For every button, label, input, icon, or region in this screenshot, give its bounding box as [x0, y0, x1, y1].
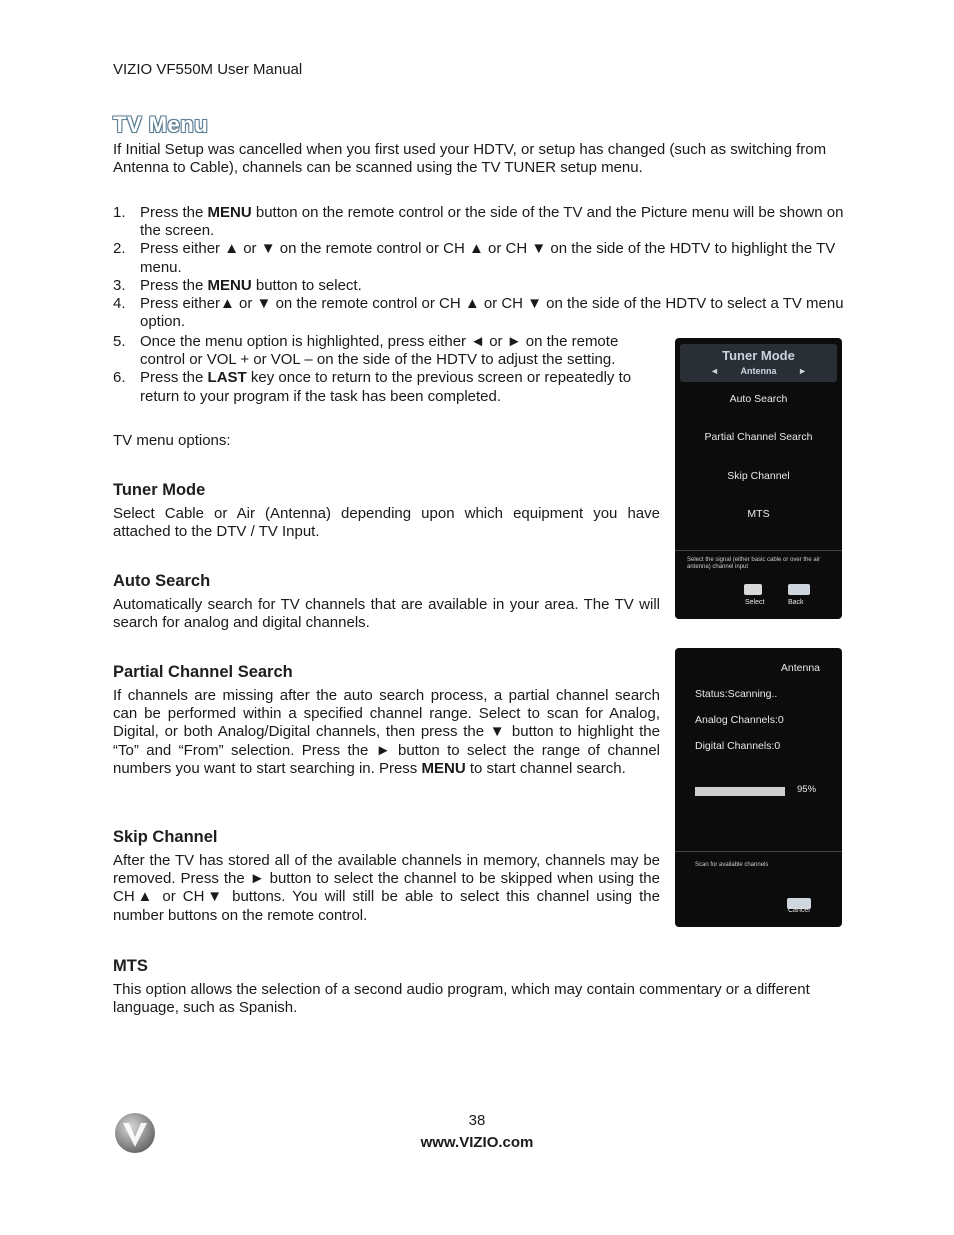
menu-item-partial-channel-search: Partial Channel Search	[704, 431, 813, 443]
section-bold: MENU	[421, 759, 466, 777]
step-number: 5.	[113, 333, 126, 350]
back-label: Back	[788, 599, 804, 606]
footer-url: www.VIZIO.com	[420, 1134, 534, 1151]
right-arrow-icon: ►	[798, 366, 807, 376]
tuner-mode-screenshot	[675, 338, 842, 619]
scan-screenshot	[675, 648, 842, 927]
step-item	[113, 277, 845, 295]
intro-paragraph: If Initial Setup was cancelled when you first used your HDTV, or setup has changed (such as switching from Antenna to Cable), channels can be scanned using the TV TUNER setup menu.	[113, 141, 827, 177]
step-item	[113, 240, 845, 276]
section-body-partial-channel-search	[113, 687, 660, 778]
step-item	[113, 369, 660, 405]
step-text: Press the	[140, 204, 208, 221]
analog-channels-count: Analog Channels:0	[695, 714, 784, 726]
steps-list-continued	[113, 333, 660, 406]
step-bold: LAST	[207, 369, 247, 387]
step-bold: MENU	[207, 276, 252, 294]
divider	[675, 550, 842, 551]
step-bold: MENU	[207, 204, 252, 221]
section-text: If channels are missing after the auto search process, a partial channel search can be performed within a specified channel range. Select to scan for Analog, Digital, or both Analog/Digital channels, then press the ▼ button to highlight the “To” and “From” selection. Press the ► button to select the range of channel numbers you want to start searching in. Press	[113, 687, 660, 777]
page-number: 38	[468, 1112, 486, 1129]
cancel-label: Cancel	[788, 907, 810, 914]
scan-status: Status:Scanning..	[695, 688, 778, 700]
step-text: Press the	[140, 369, 208, 387]
step-item	[113, 204, 845, 240]
menu-item-skip-channel: Skip Channel	[727, 470, 790, 482]
step-text: button on the remote control or the side of the TV and the Picture menu will be shown on the screen.	[140, 204, 844, 240]
options-label: TV menu options:	[113, 432, 231, 449]
step-number: 2.	[113, 240, 126, 258]
step-item	[113, 295, 845, 331]
step-item	[113, 333, 660, 369]
scan-progress-label: 95%	[797, 784, 817, 795]
digital-channels-count: Digital Channels:0	[695, 740, 781, 752]
select-label: Select	[745, 599, 765, 606]
tuner-mode-title: Tuner Mode	[722, 348, 795, 363]
section-heading-skip-channel: Skip Channel	[113, 828, 218, 846]
step-number: 6.	[113, 369, 126, 387]
section-heading-tuner-mode: Tuner Mode	[113, 481, 206, 499]
help-text: Select the signal (either basic cable or over the air antenna) channel input	[687, 557, 821, 570]
step-text: Once the menu option is highlighted, press either ◄ or ► on the remote control or VOL + or VOL – on the side of the HDTV to adjust the setting.	[140, 333, 619, 369]
page-title: TV Menu	[113, 112, 209, 137]
manual-header: VIZIO VF550M User Manual	[113, 61, 303, 78]
left-arrow-icon: ◄	[710, 366, 719, 376]
menu-button-icon	[788, 584, 810, 595]
section-body-tuner-mode: Select Cable or Air (Antenna) depending upon which equipment you have attached to the DTV / TV Input.	[113, 505, 660, 541]
step-number: 4.	[113, 295, 126, 313]
section-body-skip-channel: After the TV has stored all of the available channels in memory, channels may be removed. Press the ► button to select the channel to be skipped when using the CH▲ or CH▼ buttons. You will still be able to select this channel using the number buttons on the remote control.	[113, 852, 660, 924]
tuner-mode-header	[680, 344, 837, 382]
step-text: button to select.	[251, 276, 362, 294]
step-text: key once to return to the previous screen or repeatedly to return to your program if the task has been completed.	[140, 369, 632, 405]
step-text: Press either▲ or ▼ on the remote control or CH ▲ or CH ▼ on the side of the HDTV to select a TV menu option.	[140, 295, 844, 331]
section-body-auto-search: Automatically search for TV channels that are available in your area. The TV will search for analog and digital channels.	[113, 596, 660, 632]
step-number: 1.	[113, 204, 126, 221]
divider	[675, 851, 842, 852]
step-text: Press either ▲ or ▼ on the remote control or CH ▲ or CH ▼ on the side of the HDTV to highlight the TV menu.	[140, 240, 836, 276]
help-text: Scan for available channels	[695, 862, 769, 868]
section-text: to start channel search.	[465, 759, 626, 777]
section-heading-partial-channel-search: Partial Channel Search	[113, 663, 293, 681]
steps-list	[113, 204, 845, 331]
tuner-mode-value: Antenna	[740, 366, 777, 376]
scan-progress-bar	[695, 787, 785, 796]
select-button-icon	[744, 584, 762, 595]
menu-item-auto-search: Auto Search	[729, 393, 788, 405]
section-heading-auto-search: Auto Search	[113, 572, 211, 590]
scan-source: Antenna	[780, 662, 820, 674]
menu-item-mts: MTS	[747, 508, 770, 520]
step-text: Press the	[140, 276, 208, 294]
section-heading-mts: MTS	[113, 957, 148, 975]
step-number: 3.	[113, 276, 126, 294]
section-body-mts: This option allows the selection of a second audio program, which may contain commentary or a different language, such as Spanish.	[113, 981, 810, 1017]
